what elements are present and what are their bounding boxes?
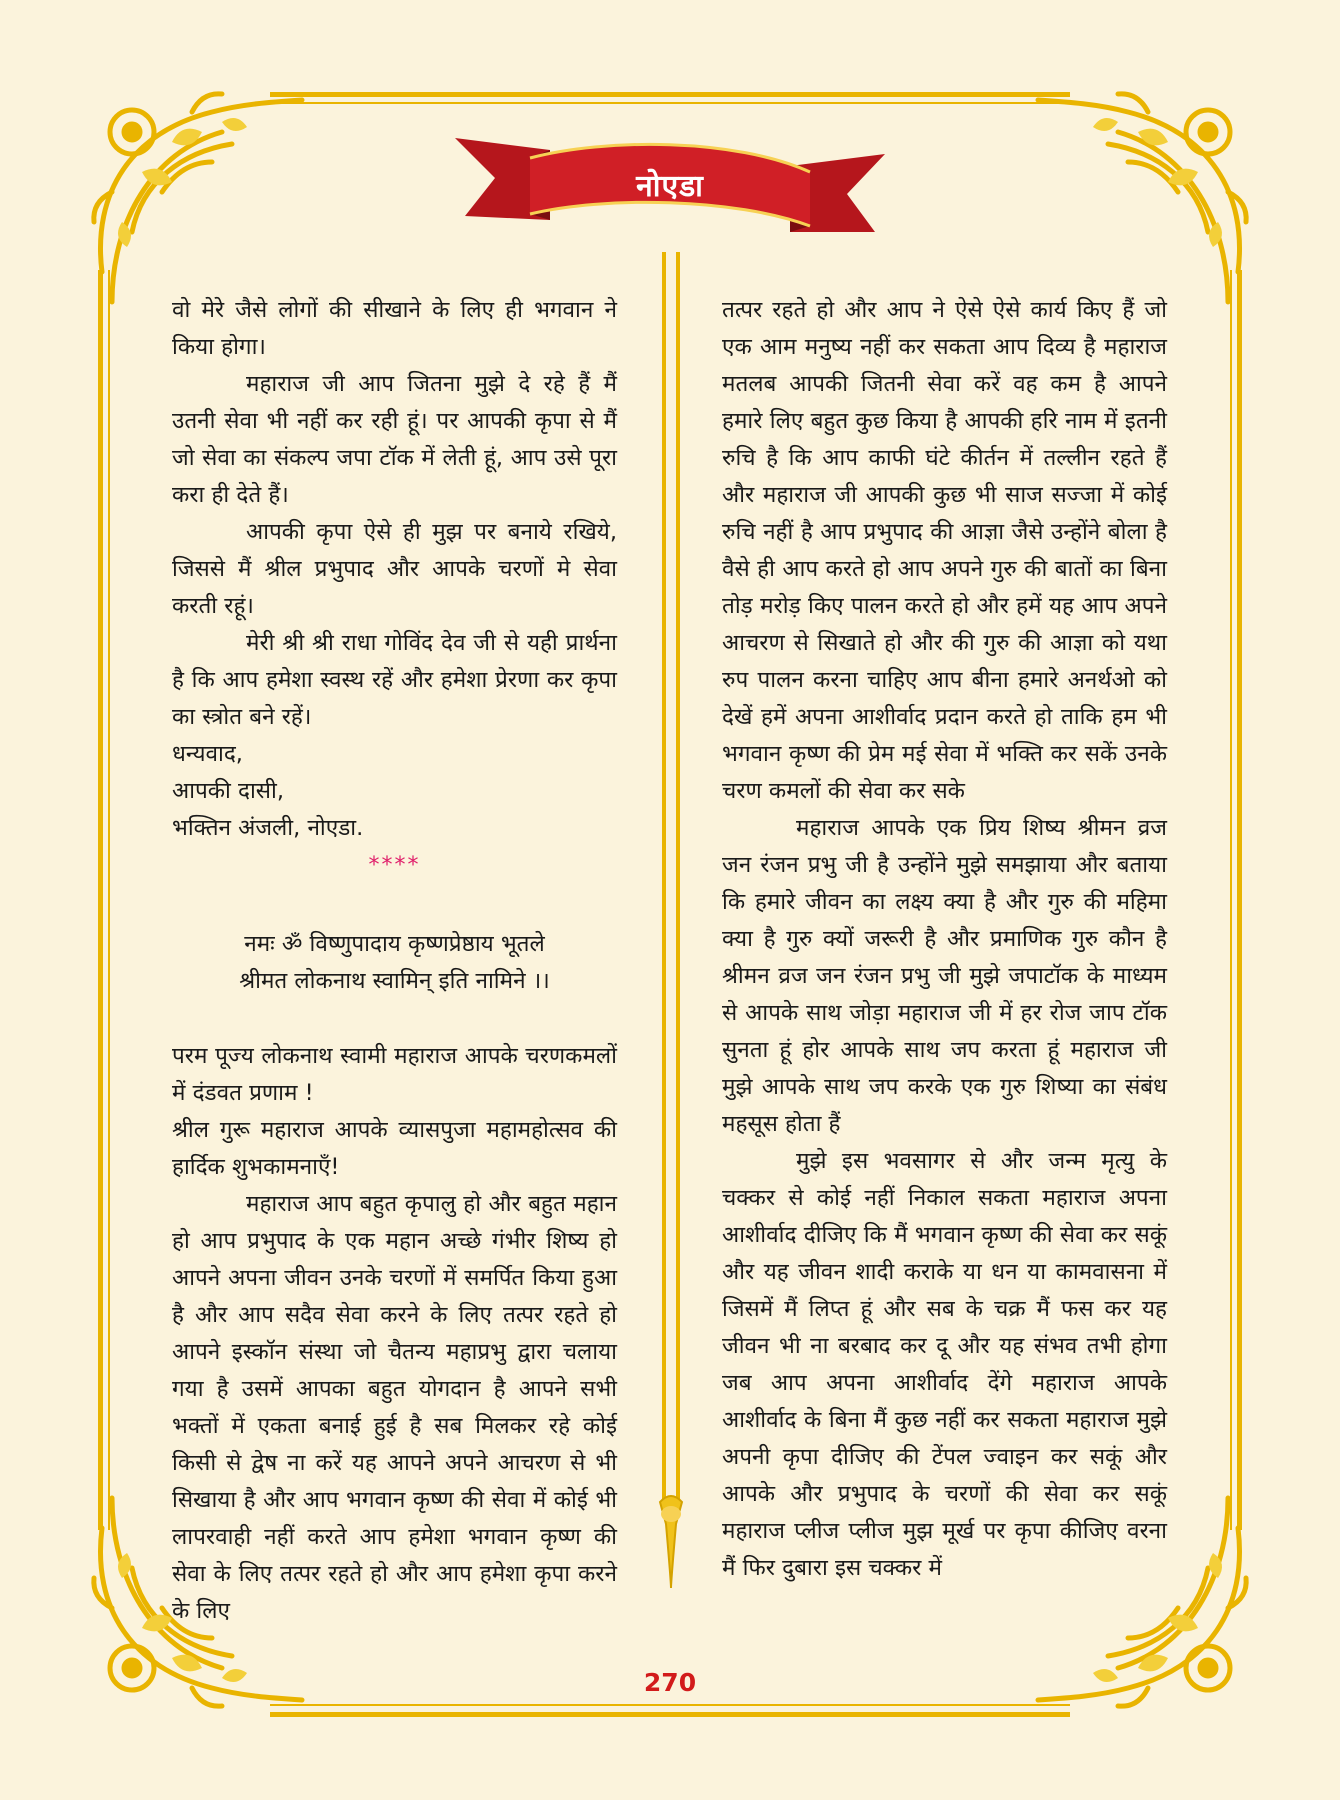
paragraph: वो मेरे जैसे लोगों की सीखाने के लिए ही भगवान ने किया होगा। bbox=[172, 297, 617, 360]
signoff-line: आपकी दासी, bbox=[172, 778, 284, 804]
frame-right-inner-border bbox=[1230, 270, 1232, 1530]
frame-bottom-inner-border bbox=[270, 1704, 1070, 1706]
page-number: 270 bbox=[643, 1668, 697, 1697]
frame-top-inner-border bbox=[270, 102, 1070, 104]
signoff-line: धन्यवाद, bbox=[172, 741, 243, 767]
frame-bottom-border bbox=[270, 1712, 1070, 1717]
right-column bbox=[722, 292, 1167, 1587]
greeting-line: श्रील गुरू महाराज आपके व्यासपुजा महामहोत्सव की हार्दिक शुभकामनाएँ! bbox=[172, 1117, 617, 1180]
signoff-line: भक्तिन अंजली, नोएडा. bbox=[172, 815, 364, 841]
verse-line: नमः ॐ विष्णुपादाय कृष्णप्रेष्ठाय भूतले bbox=[244, 931, 545, 957]
paragraph: आपकी कृपा ऐसे ही मुझ पर बनाये रखिये, जिससे मैं श्रील प्रभुपाद और आपके चरणों मे सेवा करती रहूं। bbox=[172, 519, 617, 619]
pranam-mantra bbox=[172, 926, 617, 1000]
frame-top-border bbox=[270, 92, 1070, 97]
verse-line: श्रीमत लोकनाथ स्वामिन् इति नामिने ।। bbox=[239, 968, 550, 994]
frame-left-border bbox=[98, 270, 103, 1530]
section-separator: **** bbox=[368, 853, 421, 878]
section-title: नोएडा bbox=[636, 169, 704, 204]
paragraph: महाराज आप बहुत कृपालु हो और बहुत महान हो आप प्रभुपाद के एक महान अच्छे गंभीर शिष्य हो आपने अपना जीवन उनके चरणों में समर्पित किया हुआ है और आप सदैव सेवा करने के लिए तत्पर रहते हो आपने इस्कॉन संस्था जो चैतन्य महाप्रभु द्वारा चलाया गया है उसमें आपका बहुत योगदान है आपने सभी भक्तों में एकता बनाई हुई है सब मिलकर रहे कोई किसी से द्वेष ना करें यह आपने अपने आचरण से भी सिखाया है और आप भगवान कृष्ण की सेवा में कोई भी लापरवाही नहीं करते आप हमेशा भगवान कृष्ण की सेवा के लिए तत्पर रहते हो और आप हमेशा कृपा करने के लिए bbox=[172, 1191, 617, 1624]
greeting-line: परम पूज्य लोकनाथ स्वामी महाराज आपके चरणकमलों में दंडवत प्रणाम ! bbox=[172, 1043, 617, 1106]
paragraph: मेरी श्री श्री राधा गोविंद देव जी से यही प्रार्थना है कि आप हमेशा स्वस्थ रहें और हमेशा प्रेरणा कर कृपा का स्त्रोत बने रहें। bbox=[172, 630, 617, 730]
paragraph: महाराज आपके एक प्रिय शिष्य श्रीमन व्रज जन रंजन प्रभु जी है उन्होंने मुझे समझाया और बताया कि हमारे जीवन का लक्ष्य क्या है और गुरु की महिमा क्या है गुरु क्यों जरूरी है और प्रमाणिक गुरु कौन है श्रीमन व्रज जन रंजन प्रभु जी मुझे जपाटॉक के माध्यम से आपके साथ जोड़ा महाराज जी में हर रोज जाप टॉक सुनता हूं होर आपके साथ जप करता हूं महाराज जी मुझे आपके साथ जप करके एक गुरु शिष्या का संबंध महसूस होता हैं bbox=[722, 815, 1167, 1137]
frame-right-border bbox=[1237, 270, 1242, 1530]
center-divider-icon bbox=[656, 252, 686, 1592]
left-column bbox=[172, 292, 617, 1630]
paragraph: तत्पर रहते हो और आप ने ऐसे ऐसे कार्य किए हैं जो एक आम मनुष्य नहीं कर सकता आप दिव्य है महाराज मतलब आपकी जितनी सेवा करें वह कम है आपने हमारे लिए बहुत कुछ किया है आपकी हरि नाम में इतनी रुचि है कि आप काफी घंटे कीर्तन में तल्लीन रहते हैं और महाराज जी आपकी कुछ भी साज सज्जा में कोई रुचि नहीं है आप प्रभुपाद की आज्ञा जैसे उन्होंने बोला है वैसे ही आप करते हो आप अपने गुरु की बातों का बिना तोड़ मरोड़ किए पालन करते हो और हमें यह आप अपने आचरण से सिखाते हो और की गुरु की आज्ञा को यथा रुप पालन करना चाहिए आप बीना हमारे अनर्थओ को देखें हमें अपना आशीर्वाद प्रदान करते हो ताकि हम भी भगवान कृष्ण की प्रेम मई सेवा में भक्ति कर सकें उनके चरण कमलों की सेवा कर सके bbox=[722, 297, 1167, 804]
frame-left-inner-border bbox=[108, 270, 110, 1530]
paragraph: मुझे इस भवसागर से और जन्म मृत्यु के चक्कर से कोई नहीं निकाल सकता महाराज अपना आशीर्वाद दीजिए कि मैं भगवान कृष्ण की सेवा कर सकूं और यह जीवन शादी कराके या धन या कामवासना में जिसमें मैं लिप्त हूं और सब के चक्र मैं फस कर यह जीवन भी ना बरबाद कर दू और यह संभव तभी होगा जब आप अपना आशीर्वाद देंगे महाराज आपके आशीर्वाद के बिना मैं कुछ नहीं कर सकता महाराज मुझे अपनी कृपा दीजिए की टेंपल ज्वाइन कर सकूं और आपके और प्रभुपाद के चरणों की सेवा कर सकूं महाराज प्लीज प्लीज मुझ मूर्ख पर कृपा कीजिए वरना मैं फिर दुबारा इस चक्कर में bbox=[722, 1148, 1167, 1581]
paragraph: महाराज जी आप जितना मुझे दे रहे हैं मैं उतनी सेवा भी नहीं कर रही हूं। पर आपकी कृपा से मैं जो सेवा का संकल्प जपा टॉक में लेती हूं, आप उसे पूरा करा ही देते हैं। bbox=[172, 371, 617, 508]
